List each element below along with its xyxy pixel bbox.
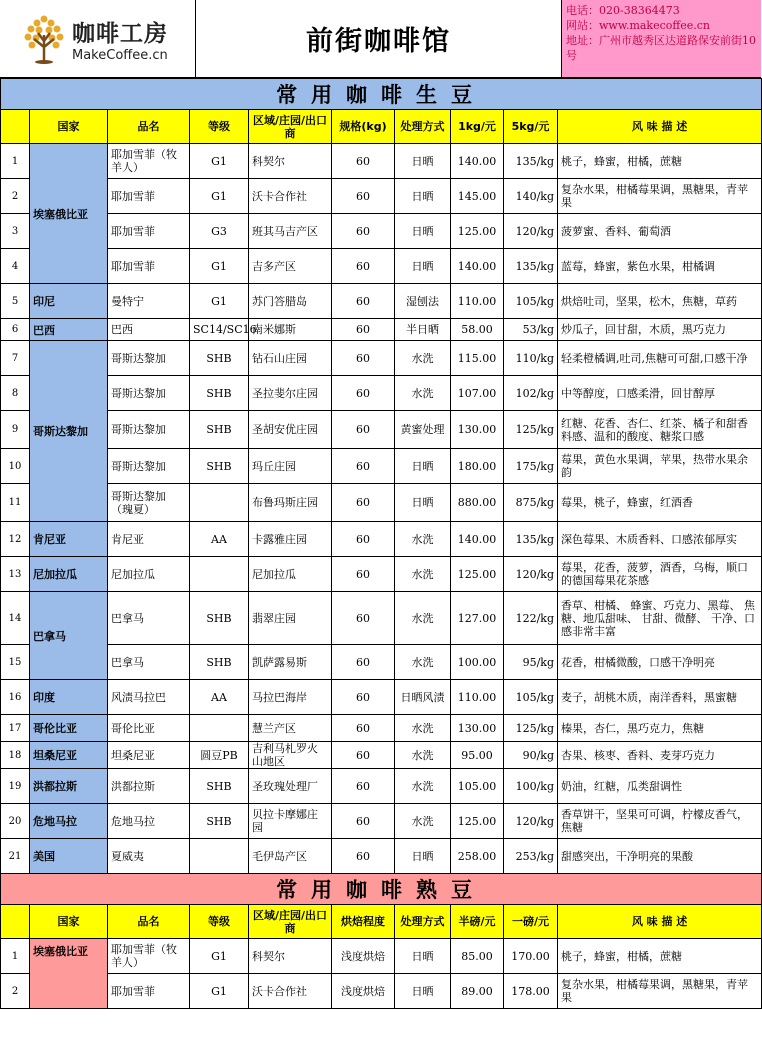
- spec: 60: [332, 557, 395, 592]
- country-cell: 埃塞俄比亚: [30, 144, 108, 284]
- price-5kg: 175/kg: [504, 449, 558, 484]
- grade: [190, 557, 249, 592]
- bean-name: 夏威夷: [108, 839, 190, 874]
- bean-name: 哥斯达黎加（瑰夏）: [108, 484, 190, 522]
- bean-name: 哥斯达黎加: [108, 376, 190, 411]
- bean-name: 肯尼亚: [108, 522, 190, 557]
- flavor-description: 复杂水果，柑橘莓果调，黑糖果，青苹果: [558, 179, 762, 214]
- grade: G1: [190, 974, 249, 1009]
- section-title: 常用咖啡熟豆: [1, 874, 762, 905]
- column-header: 处理方式: [395, 110, 451, 144]
- bean-name: 耶加雪菲（牧羊人）: [108, 144, 190, 179]
- flavor-description: 莓果，桃子，蜂蜜，红酒香: [558, 484, 762, 522]
- bean-name: 哥斯达黎加: [108, 449, 190, 484]
- region: 科契尔: [249, 144, 332, 179]
- process: 日晒: [395, 144, 451, 179]
- flavor-description: 桃子，蜂蜜，柑橘，蔗糖: [558, 939, 762, 974]
- process: 日晒: [395, 249, 451, 284]
- bean-name: 风渍马拉巴: [108, 680, 190, 715]
- flavor-description: 深色莓果、木质香料、口感浓郁厚实: [558, 522, 762, 557]
- row-number: 2: [1, 179, 30, 214]
- row-number: 1: [1, 144, 30, 179]
- process: 湿刨法: [395, 284, 451, 319]
- country-cell: 尼加拉瓜: [30, 557, 108, 592]
- region: 毛伊岛产区: [249, 839, 332, 874]
- table-row: [1, 179, 762, 214]
- table-row: [1, 742, 762, 769]
- country-cell: 哥伦比亚: [30, 715, 108, 742]
- country-cell: 巴拿马: [30, 592, 108, 680]
- logo: [0, 0, 195, 77]
- bean-name: 巴西: [108, 319, 190, 341]
- process: 日晒: [395, 839, 451, 874]
- country-cell: 哥斯达黎加: [30, 341, 108, 522]
- spec: 60: [332, 769, 395, 804]
- row-number: 20: [1, 804, 30, 839]
- row-number: 9: [1, 411, 30, 449]
- process: 水洗: [395, 557, 451, 592]
- grade: SHB: [190, 804, 249, 839]
- price-half-pound: 89.00: [451, 974, 504, 1009]
- region: 慧兰产区: [249, 715, 332, 742]
- price-1kg: 130.00: [451, 411, 504, 449]
- table-row: [1, 715, 762, 742]
- price-1kg: 107.00: [451, 376, 504, 411]
- contact-box: [561, 0, 761, 77]
- price-5kg: 90/kg: [504, 742, 558, 769]
- region: 马拉巴海岸: [249, 680, 332, 715]
- price-5kg: 140/kg: [504, 179, 558, 214]
- bean-name: 哥斯达黎加: [108, 411, 190, 449]
- process: 水洗: [395, 645, 451, 680]
- country-cell: 肯尼亚: [30, 522, 108, 557]
- process: 水洗: [395, 341, 451, 376]
- spec: 60: [332, 449, 395, 484]
- region: 圣玫瑰处理厂: [249, 769, 332, 804]
- grade: SHB: [190, 645, 249, 680]
- page-title: 前街咖啡馆: [306, 26, 451, 57]
- grade: [190, 715, 249, 742]
- flavor-description: 烘焙吐司，坚果，松木，焦糖，草药: [558, 284, 762, 319]
- bean-name: 耶加雪菲: [108, 974, 190, 1009]
- column-header: 5kg/元: [504, 110, 558, 144]
- spec: 60: [332, 249, 395, 284]
- flavor-description: 奶油，红糖，瓜类甜调性: [558, 769, 762, 804]
- row-number: 15: [1, 645, 30, 680]
- price-5kg: 110/kg: [504, 341, 558, 376]
- coffee-tree-icon: [22, 13, 66, 65]
- price-5kg: 53/kg: [504, 319, 558, 341]
- grade: SC14/SC16: [190, 319, 249, 341]
- section-title-row: [1, 874, 762, 905]
- region: 南米娜斯: [249, 319, 332, 341]
- price-5kg: 100/kg: [504, 769, 558, 804]
- grade: G1: [190, 144, 249, 179]
- price-pound: 170.00: [504, 939, 558, 974]
- flavor-description: 莓果，黄色水果调，苹果，热带水果余韵: [558, 449, 762, 484]
- price-1kg: 110.00: [451, 680, 504, 715]
- row-number: 17: [1, 715, 30, 742]
- price-1kg: 125.00: [451, 557, 504, 592]
- table-row: [1, 680, 762, 715]
- table-row: [1, 411, 762, 449]
- region: 贝拉卡摩娜庄园: [249, 804, 332, 839]
- price-1kg: 105.00: [451, 769, 504, 804]
- column-header-blank: [1, 110, 30, 144]
- price-1kg: 180.00: [451, 449, 504, 484]
- row-number: 21: [1, 839, 30, 874]
- flavor-description: 中等醇度，口感柔滑，回甘醇厚: [558, 376, 762, 411]
- grade: G1: [190, 249, 249, 284]
- flavor-description: 香草、柑橘、 蜂蜜、巧克力、黑莓、 焦糖、地瓜甜味、 甘甜、微酵、 干净、口感非常丰富: [558, 592, 762, 645]
- price-5kg: 125/kg: [504, 411, 558, 449]
- column-header: 处理方式: [395, 905, 451, 939]
- column-header: 规格(kg): [332, 110, 395, 144]
- table-row: [1, 484, 762, 522]
- region: 圣拉斐尔庄园: [249, 376, 332, 411]
- column-header: 等级: [190, 905, 249, 939]
- column-header-blank: [1, 905, 30, 939]
- bean-name: 耶加雪菲: [108, 179, 190, 214]
- spec: 60: [332, 341, 395, 376]
- region: 凯萨露易斯: [249, 645, 332, 680]
- price-table: [0, 78, 762, 1009]
- spec: 60: [332, 284, 395, 319]
- row-number: 11: [1, 484, 30, 522]
- grade: SHB: [190, 341, 249, 376]
- process: 水洗: [395, 522, 451, 557]
- grade: SHB: [190, 376, 249, 411]
- contact-phone: 电话：020-38364473: [566, 4, 680, 17]
- flavor-description: 红糖、花香、杏仁、红茶、橘子和甜香料感、温和的酸度、糖浆口感: [558, 411, 762, 449]
- price-1kg: 140.00: [451, 249, 504, 284]
- spec: 60: [332, 592, 395, 645]
- price-1kg: 145.00: [451, 179, 504, 214]
- flavor-description: 甜感突出，干净明亮的果酸: [558, 839, 762, 874]
- column-header: 风 味 描 述: [558, 905, 762, 939]
- price-5kg: 120/kg: [504, 557, 558, 592]
- row-number: 10: [1, 449, 30, 484]
- column-header: 1kg/元: [451, 110, 504, 144]
- spec: 60: [332, 214, 395, 249]
- bean-name: 巴拿马: [108, 592, 190, 645]
- column-header: 一磅/元: [504, 905, 558, 939]
- region: 科契尔: [249, 939, 332, 974]
- table-row: [1, 144, 762, 179]
- logo-chinese: 咖啡工房: [72, 20, 168, 47]
- price-5kg: 135/kg: [504, 522, 558, 557]
- bean-name: 哥伦比亚: [108, 715, 190, 742]
- country-cell: 美国: [30, 839, 108, 874]
- spec: 60: [332, 376, 395, 411]
- column-header: 区域/庄园/出口商: [249, 110, 332, 144]
- row-number: 13: [1, 557, 30, 592]
- country-cell: 坦桑尼亚: [30, 742, 108, 769]
- flavor-description: 花香，柑橘微酸，口感干净明亮: [558, 645, 762, 680]
- table-row: [1, 645, 762, 680]
- table-row: [1, 341, 762, 376]
- country-cell: 危地马拉: [30, 804, 108, 839]
- table-row: [1, 319, 762, 341]
- row-number: 7: [1, 341, 30, 376]
- region: 尼加拉瓜: [249, 557, 332, 592]
- process: 日晒: [395, 179, 451, 214]
- bean-name: 危地马拉: [108, 804, 190, 839]
- process: 半日晒: [395, 319, 451, 341]
- country-cell: 埃塞俄比亚: [30, 939, 108, 1009]
- spec: 60: [332, 804, 395, 839]
- region: 吉多产区: [249, 249, 332, 284]
- price-5kg: 120/kg: [504, 214, 558, 249]
- contact-address: 地址：广州市越秀区达道路保安前街10号: [566, 34, 756, 62]
- region: 翡翠庄园: [249, 592, 332, 645]
- price-5kg: 105/kg: [504, 680, 558, 715]
- price-pound: 178.00: [504, 974, 558, 1009]
- region: 布鲁玛斯庄园: [249, 484, 332, 522]
- table-row: [1, 557, 762, 592]
- process: 水洗: [395, 592, 451, 645]
- spec: 60: [332, 715, 395, 742]
- row-number: 4: [1, 249, 30, 284]
- flavor-description: 莓果，花香，菠萝，酒香，乌梅，顺口的德国莓果花茶感: [558, 557, 762, 592]
- flavor-description: 麦子，胡桃木质，南洋香料，黑蜜糖: [558, 680, 762, 715]
- process: 日晒风渍: [395, 680, 451, 715]
- column-header: 烘焙程度: [332, 905, 395, 939]
- table-row: [1, 769, 762, 804]
- region: 沃卡合作社: [249, 179, 332, 214]
- table-row: [1, 449, 762, 484]
- spec: 60: [332, 839, 395, 874]
- country-cell: 洪都拉斯: [30, 769, 108, 804]
- bean-name: 洪都拉斯: [108, 769, 190, 804]
- price-1kg: 140.00: [451, 144, 504, 179]
- row-number: 2: [1, 974, 30, 1009]
- roast-level: 浅度烘焙: [332, 974, 395, 1009]
- flavor-description: 桃子，蜂蜜，柑橘，蔗糖: [558, 144, 762, 179]
- flavor-description: 榛果，杏仁，黑巧克力，焦糖: [558, 715, 762, 742]
- row-number: 8: [1, 376, 30, 411]
- price-1kg: 258.00: [451, 839, 504, 874]
- price-5kg: 95/kg: [504, 645, 558, 680]
- price-1kg: 127.00: [451, 592, 504, 645]
- region: 钻石山庄园: [249, 341, 332, 376]
- grade: [190, 484, 249, 522]
- column-header: 等级: [190, 110, 249, 144]
- price-1kg: 58.00: [451, 319, 504, 341]
- column-header: 品名: [108, 110, 190, 144]
- grade: G1: [190, 939, 249, 974]
- price-5kg: 102/kg: [504, 376, 558, 411]
- table-row: [1, 974, 762, 1009]
- spec: 60: [332, 680, 395, 715]
- section-title: 常用咖啡生豆: [1, 79, 762, 110]
- column-header-row: [1, 110, 762, 144]
- region: 班其马吉产区: [249, 214, 332, 249]
- spec: 60: [332, 144, 395, 179]
- column-header: 国家: [30, 905, 108, 939]
- column-header-row: [1, 905, 762, 939]
- price-1kg: 125.00: [451, 804, 504, 839]
- price-5kg: 253/kg: [504, 839, 558, 874]
- grade: SHB: [190, 411, 249, 449]
- flavor-description: 蓝莓，蜂蜜，紫色水果，柑橘调: [558, 249, 762, 284]
- process: 日晒: [395, 214, 451, 249]
- region: 圣胡安优庄园: [249, 411, 332, 449]
- table-row: [1, 376, 762, 411]
- bean-name: 曼特宁: [108, 284, 190, 319]
- process: 黄蜜处理: [395, 411, 451, 449]
- bean-name: 耶加雪菲（牧羊人）: [108, 939, 190, 974]
- process: 水洗: [395, 769, 451, 804]
- header: [0, 0, 761, 78]
- process: 水洗: [395, 376, 451, 411]
- bean-name: 耶加雪菲: [108, 214, 190, 249]
- process: 水洗: [395, 715, 451, 742]
- price-5kg: 125/kg: [504, 715, 558, 742]
- table-row: [1, 249, 762, 284]
- flavor-description: 香草饼干，坚果可可调，柠檬皮香气，焦糖: [558, 804, 762, 839]
- price-1kg: 880.00: [451, 484, 504, 522]
- grade: G1: [190, 179, 249, 214]
- price-5kg: 120/kg: [504, 804, 558, 839]
- row-number: 18: [1, 742, 30, 769]
- table-row: [1, 839, 762, 874]
- price-1kg: 125.00: [451, 214, 504, 249]
- bean-name: 耶加雪菲: [108, 249, 190, 284]
- country-cell: 巴西: [30, 319, 108, 341]
- country-cell: 印尼: [30, 284, 108, 319]
- grade: [190, 839, 249, 874]
- row-number: 19: [1, 769, 30, 804]
- process: 水洗: [395, 804, 451, 839]
- column-header: 风 味 描 述: [558, 110, 762, 144]
- flavor-description: 复杂水果，柑橘莓果调，黑糖果，青苹果: [558, 974, 762, 1009]
- table-row: [1, 522, 762, 557]
- table-row: [1, 592, 762, 645]
- grade: AA: [190, 522, 249, 557]
- region: 沃卡合作社: [249, 974, 332, 1009]
- grade: SHB: [190, 449, 249, 484]
- row-number: 12: [1, 522, 30, 557]
- flavor-description: 杏果、核枣、香料、麦芽巧克力: [558, 742, 762, 769]
- bean-name: 巴拿马: [108, 645, 190, 680]
- country-cell: 印度: [30, 680, 108, 715]
- spec: 60: [332, 522, 395, 557]
- grade: AA: [190, 680, 249, 715]
- contact-website: 网站：www.makecoffee.cn: [566, 19, 710, 32]
- region: 苏门答腊岛: [249, 284, 332, 319]
- grade: 圆豆PB: [190, 742, 249, 769]
- section-title-row: [1, 79, 762, 110]
- region: 吉利马札罗火山地区: [249, 742, 332, 769]
- row-number: 1: [1, 939, 30, 974]
- row-number: 3: [1, 214, 30, 249]
- bean-name: 尼加拉瓜: [108, 557, 190, 592]
- price-1kg: 115.00: [451, 341, 504, 376]
- spec: 60: [332, 411, 395, 449]
- column-header: 国家: [30, 110, 108, 144]
- flavor-description: 菠萝蜜、香料、葡萄酒: [558, 214, 762, 249]
- price-1kg: 100.00: [451, 645, 504, 680]
- column-header: 半磅/元: [451, 905, 504, 939]
- process: 日晒: [395, 449, 451, 484]
- table-row: [1, 804, 762, 839]
- price-5kg: 875/kg: [504, 484, 558, 522]
- flavor-description: 炒瓜子，回甘甜，木质，黑巧克力: [558, 319, 762, 341]
- logo-english: MakeCoffee.cn: [72, 47, 168, 63]
- spec: 60: [332, 179, 395, 214]
- price-5kg: 105/kg: [504, 284, 558, 319]
- table-row: [1, 214, 762, 249]
- table-row: [1, 939, 762, 974]
- row-number: 14: [1, 592, 30, 645]
- price-1kg: 110.00: [451, 284, 504, 319]
- roast-level: 浅度烘焙: [332, 939, 395, 974]
- price-half-pound: 85.00: [451, 939, 504, 974]
- grade: G1: [190, 284, 249, 319]
- price-1kg: 95.00: [451, 742, 504, 769]
- process: 日晒: [395, 484, 451, 522]
- region: 卡露雅庄园: [249, 522, 332, 557]
- row-number: 6: [1, 319, 30, 341]
- flavor-description: 轻柔橙橘调,吐司,焦糖可可甜,口感干净: [558, 341, 762, 376]
- process: 日晒: [395, 939, 451, 974]
- column-header: 区域/庄园/出口商: [249, 905, 332, 939]
- grade: G3: [190, 214, 249, 249]
- row-number: 16: [1, 680, 30, 715]
- process: 日晒: [395, 974, 451, 1009]
- spec: 60: [332, 319, 395, 341]
- price-5kg: 122/kg: [504, 592, 558, 645]
- grade: SHB: [190, 592, 249, 645]
- process: 水洗: [395, 742, 451, 769]
- spec: 60: [332, 645, 395, 680]
- spec: 60: [332, 742, 395, 769]
- price-5kg: 135/kg: [504, 144, 558, 179]
- bean-name: 坦桑尼亚: [108, 742, 190, 769]
- price-5kg: 135/kg: [504, 249, 558, 284]
- price-1kg: 140.00: [451, 522, 504, 557]
- grade: SHB: [190, 769, 249, 804]
- table-row: [1, 284, 762, 319]
- price-1kg: 130.00: [451, 715, 504, 742]
- column-header: 品名: [108, 905, 190, 939]
- bean-name: 哥斯达黎加: [108, 341, 190, 376]
- spec: 60: [332, 484, 395, 522]
- row-number: 5: [1, 284, 30, 319]
- region: 玛丘庄园: [249, 449, 332, 484]
